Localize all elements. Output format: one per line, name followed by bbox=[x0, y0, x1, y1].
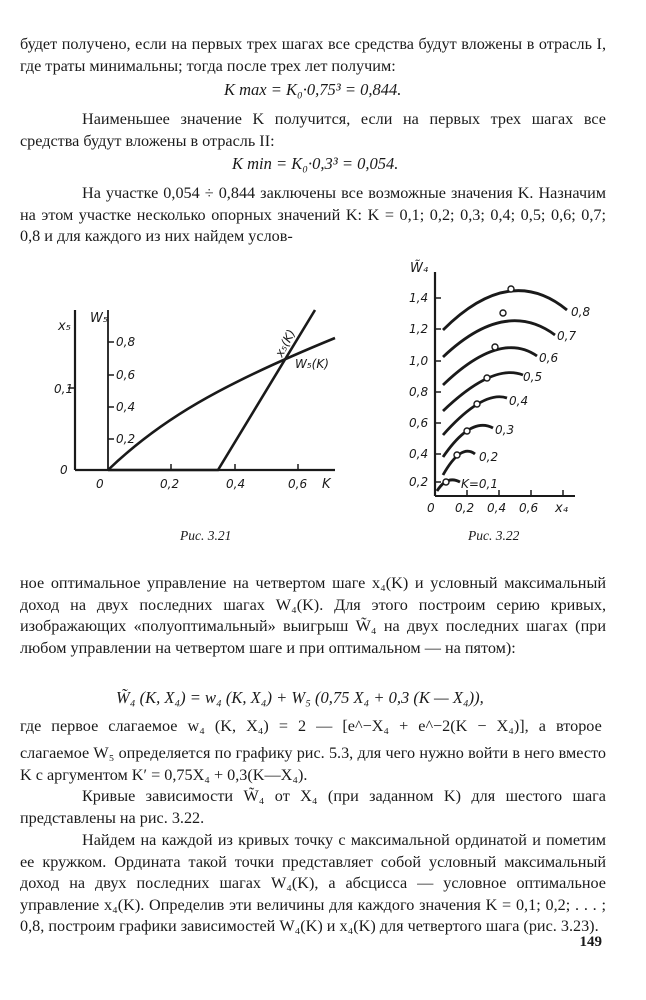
equation-kmin: K min = K₀·0,3³ = 0,054. bbox=[232, 154, 399, 173]
fig321-xtick-0: 0 bbox=[96, 477, 104, 491]
paragraph-3: На участке 0,054 ÷ 0,844 заключены все возможные значения K. Назначим на этом участке несколько опорных значений K: K = 0,1; 0,2; 0,3; 0,4; 0,5; 0,6; 0,7; 0,8 и для каждого из них найдем услов- bbox=[20, 184, 606, 245]
fig322-ytick-12: 1,2 bbox=[409, 322, 429, 336]
fig322-label-k08: 0,8 bbox=[571, 305, 591, 319]
fig322-label-k02: 0,2 bbox=[479, 450, 499, 464]
fig321-label-x5: x₅ bbox=[58, 319, 71, 334]
fig321-ytick-04: 0,4 bbox=[116, 400, 136, 414]
fig321-label-x5k: x₅(K) bbox=[272, 327, 299, 360]
fig322-ytick-08: 0,8 bbox=[409, 385, 429, 399]
fig322-label-k06: 0,6 bbox=[539, 351, 559, 365]
fig322-max-marker bbox=[464, 428, 470, 434]
fig322-xtick-04: 0,4 bbox=[487, 501, 507, 515]
fig322-xtick-06: 0,6 bbox=[519, 501, 539, 515]
fig322-xtick-02: 0,2 bbox=[455, 501, 475, 515]
fig322-max-marker bbox=[474, 401, 480, 407]
paragraph-8: Найдем на каждой из кривых точку с максимальной ординатой и пометим ее кружком. Ордината такой точки представляет собой условный максимальный доход на двух последних шагах W₄(K), а абсцисса — условное оптимальное управление x₄(K). Определив эти величины для каждого значения K = 0,1; 0,2; . . . ; 0,8, построим графики зависимостей W₄(K) и x₄(K) для четвертого шага (рис. 3.23). bbox=[20, 831, 606, 935]
paragraph-4: ное оптимальное управление на четвертом шаге x₄(K) и условный максимальный доход на двух последних шагах W₄(K). Для этого построим серию кривых, изображающих «полуоптимальный» выигрыш W̃₄ на двух последних шагах (при любом управлении на четвертом шаге и при оптимальном — на пятом): bbox=[20, 574, 606, 657]
fig322-max-marker bbox=[492, 344, 498, 350]
fig321-ytick-08: 0,8 bbox=[116, 335, 136, 349]
fig322-ytick-06: 0,6 bbox=[409, 416, 429, 430]
fig322-label-k01: K=0,1 bbox=[461, 477, 499, 491]
paragraph-1: будет получено, если на первых трех шагах все средства будут вложены в отрасль I, где траты минимальны; тогда после трех лет получим: bbox=[20, 35, 606, 75]
fig322-label-k05: 0,5 bbox=[523, 370, 543, 384]
fig322-xlabel: x₄ bbox=[555, 501, 568, 516]
fig321-xtick-04: 0,4 bbox=[226, 477, 246, 491]
fig322-label-k07: 0,7 bbox=[557, 329, 577, 343]
fig322-max-marker bbox=[484, 375, 490, 381]
fig322-ytick-14: 1,4 bbox=[409, 291, 429, 305]
fig322-ytick-04: 0,4 bbox=[409, 447, 429, 461]
fig321-ytick-02: 0,2 bbox=[116, 432, 136, 446]
fig322-label-k04: 0,4 bbox=[509, 394, 529, 408]
fig321-origin-outer: 0 bbox=[60, 463, 68, 477]
equation-w4: W̃₄ (K, X₄) = w₄ (K, X₄) + W₅ (0,75 X₄ + 0,3 (K — X₄)), bbox=[116, 688, 484, 707]
fig322-caption: Рис. 3.22 bbox=[468, 528, 520, 543]
fig322-ylabel: W̃₄ bbox=[410, 261, 429, 276]
figure-3-21 bbox=[50, 300, 350, 520]
paragraph-6: слагаемое W₅ определяется по графику рис. 5.3, для чего нужно войти в него вместо K с аргументом K′ = 0,75X₄ + 0,3(K—X₄). bbox=[20, 744, 606, 784]
fig322-origin: 0 bbox=[427, 501, 435, 515]
fig322-ytick-10: 1,0 bbox=[409, 354, 429, 368]
fig322-max-marker bbox=[500, 310, 506, 316]
fig322-label-k03: 0,3 bbox=[495, 423, 515, 437]
figure-3-22 bbox=[405, 258, 615, 523]
paragraph-7: Кривые зависимости W̃₄ от X₄ (при заданном K) для шестого шага представлены на рис. 3.22. bbox=[20, 787, 606, 827]
paragraph-5: где первое слагаемое w₄ (K, X₄) = 2 — [e^−X₄ + e^−2(K − X₄)], а второе bbox=[20, 717, 602, 735]
fig322-max-marker bbox=[508, 286, 514, 292]
fig321-xtick-02: 0,2 bbox=[160, 477, 180, 491]
fig322-ytick-02: 0,2 bbox=[409, 475, 429, 489]
fig322-max-marker bbox=[454, 452, 460, 458]
fig321-label-w5k: W₅(K) bbox=[295, 357, 329, 371]
fig321-caption: Рис. 3.21 bbox=[180, 528, 232, 543]
paragraph-2: Наименьшее значение K получится, если на первых трех шагах все средства будут вложены в отрасль II: bbox=[20, 110, 606, 150]
equation-kmax: K max = K₀·0,75³ = 0,844. bbox=[224, 80, 402, 99]
fig321-xtick-06: 0,6 bbox=[288, 477, 308, 491]
fig321-ytick-06: 0,6 bbox=[116, 368, 136, 382]
fig321-xlabel: K bbox=[322, 477, 331, 492]
fig322-max-marker bbox=[443, 479, 449, 485]
page-number: 149 bbox=[579, 934, 602, 950]
fig321-label-w5: W₅ bbox=[90, 311, 109, 326]
fig321-ytick-outer: 0,1 bbox=[54, 382, 74, 396]
